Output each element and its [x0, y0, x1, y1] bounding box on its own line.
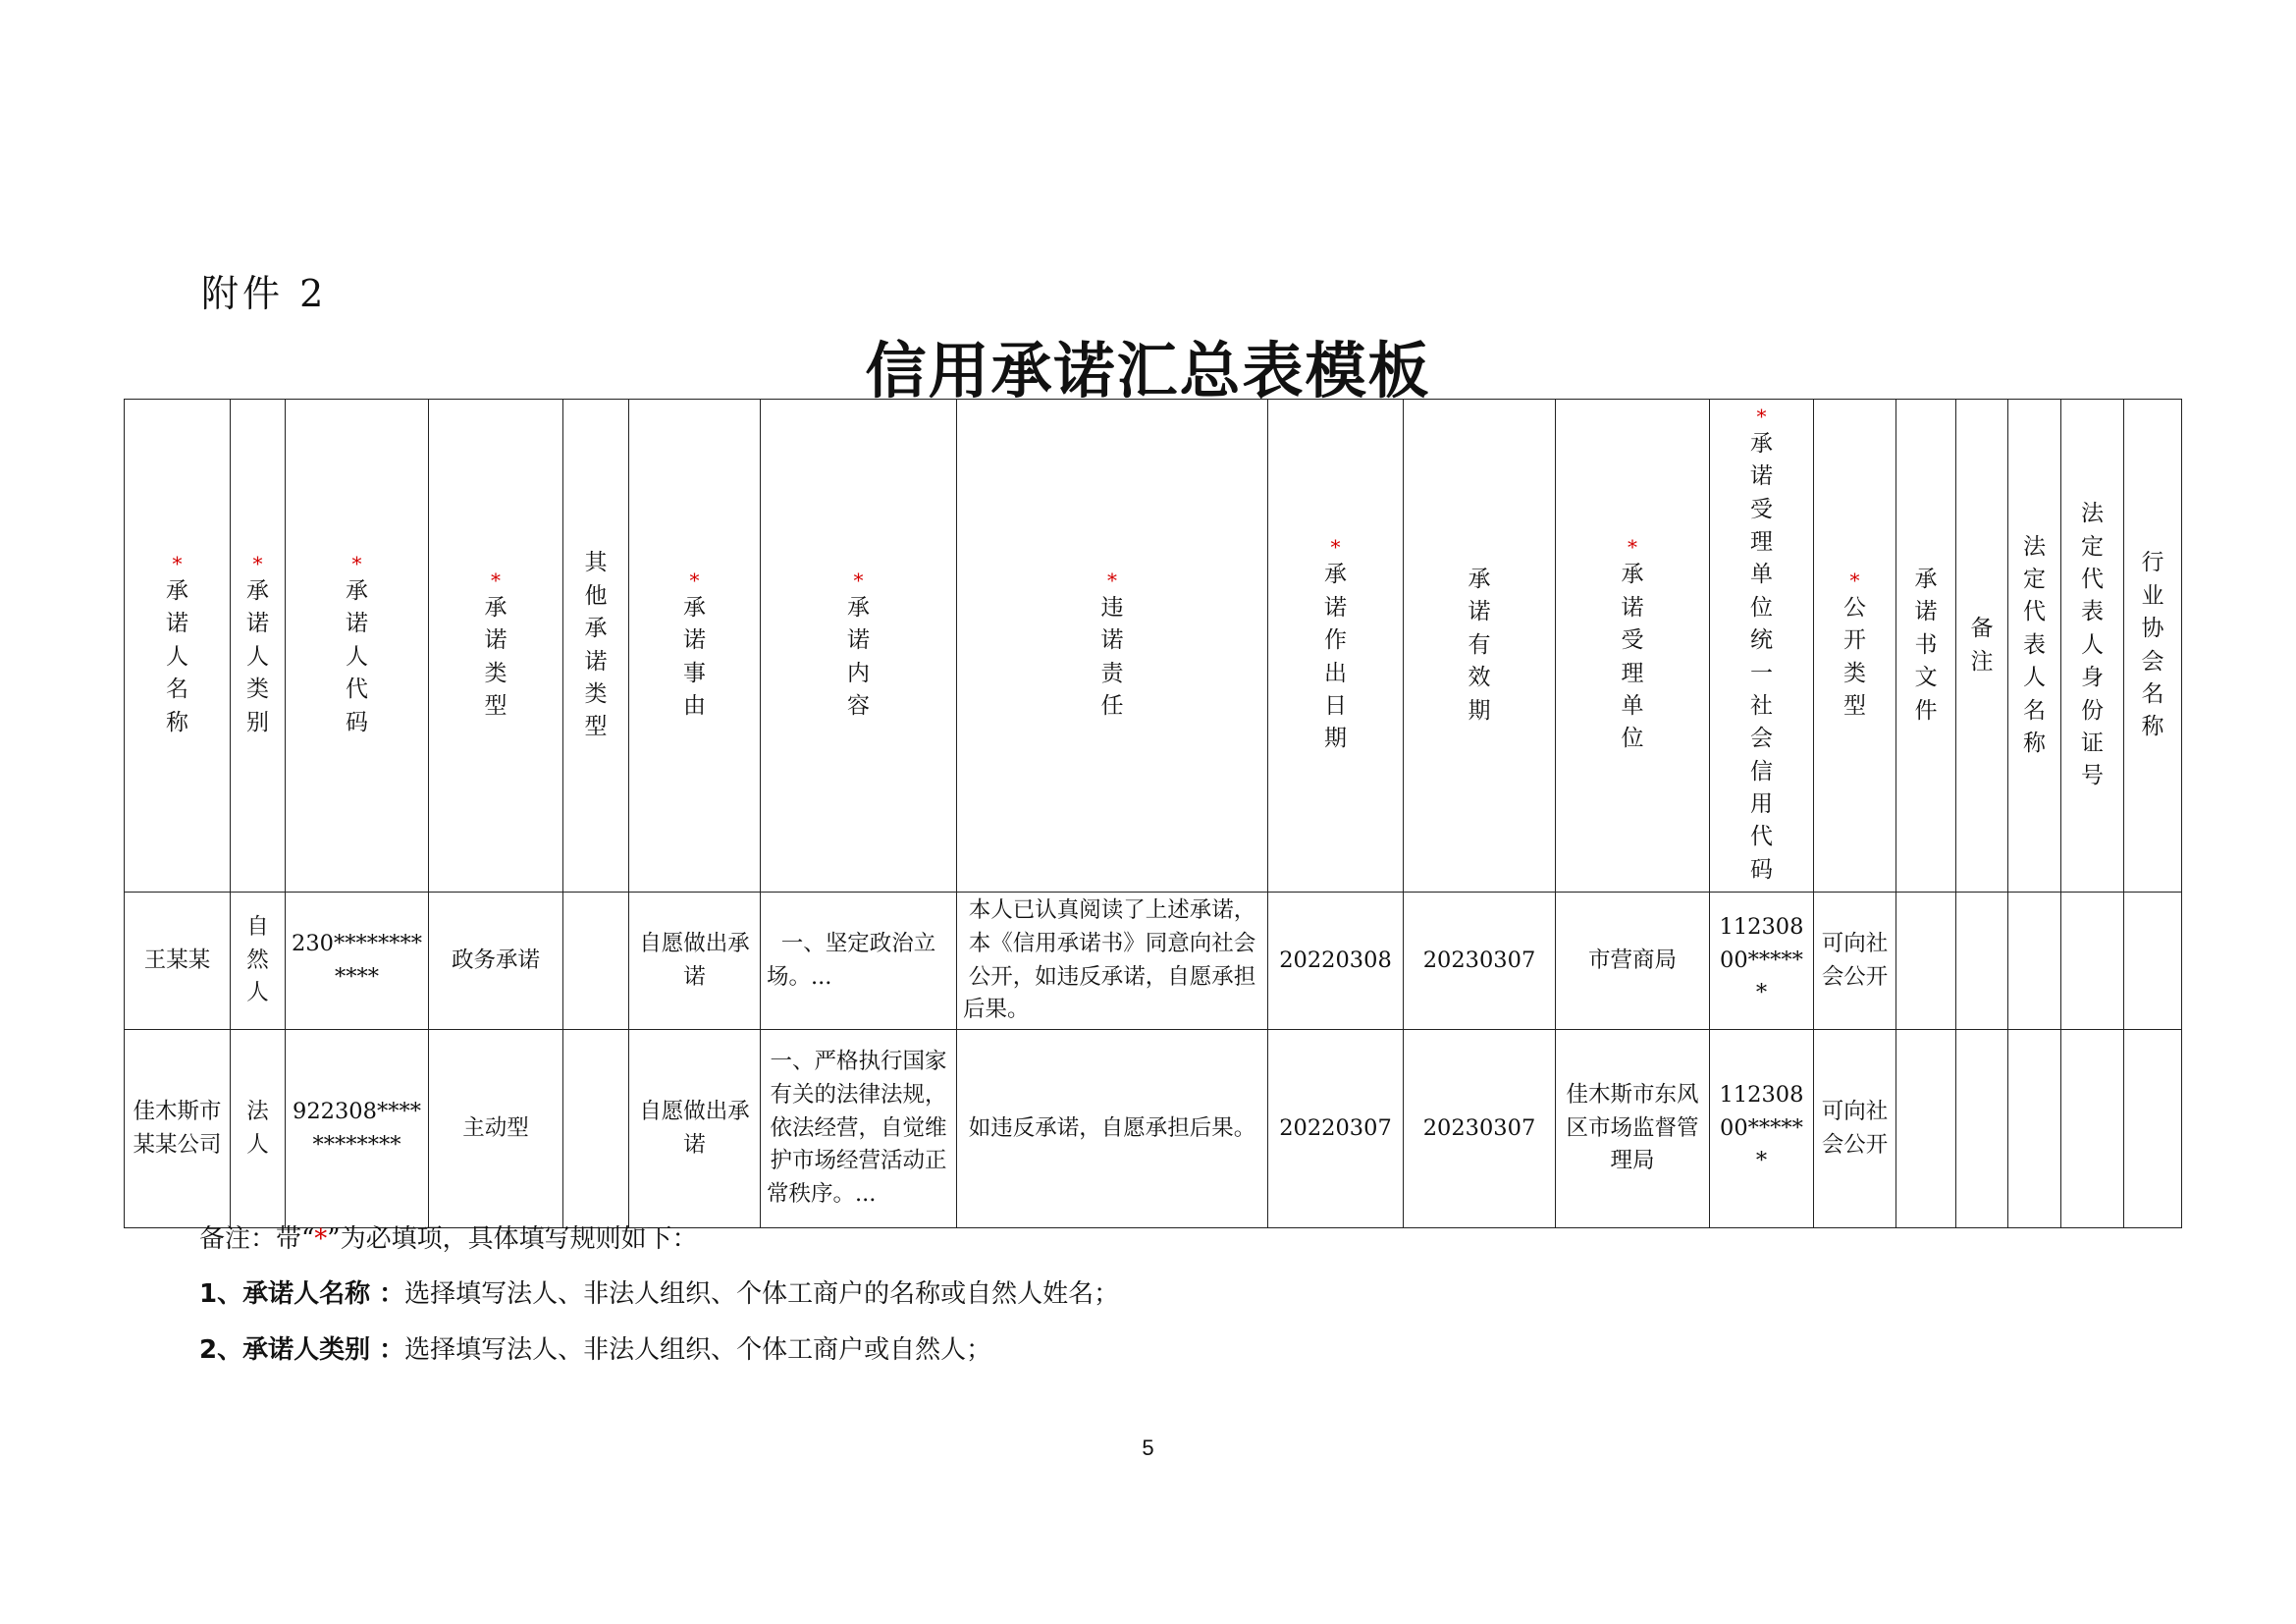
cell-date: 20220308 — [1268, 893, 1404, 1030]
cell-unit-code: 11230800****** — [1710, 893, 1814, 1030]
column-header-label: 承诺人名称 — [165, 578, 188, 735]
column-header-label: 违诺责任 — [1100, 594, 1124, 719]
notes-rule-desc: 选择填写法人、非法人组织、个体工商户的名称或自然人姓名； — [404, 1279, 1120, 1310]
table-header-row — [125, 400, 2182, 893]
required-mark: * — [252, 552, 263, 576]
notes-intro-before: 备注：带“ — [199, 1224, 315, 1254]
column-header-label: 承诺书文件 — [1914, 567, 1938, 724]
column-header-label: 承诺类型 — [484, 594, 507, 719]
cell-type: 政务承诺 — [429, 893, 563, 1030]
column-header — [231, 400, 286, 893]
column-header — [761, 400, 957, 893]
column-header-label: 承诺人代码 — [345, 578, 368, 735]
cell-category — [231, 1030, 286, 1228]
notes-rule-term: 2、承诺人类别 ： — [199, 1334, 405, 1365]
cell-legal-rep — [2008, 1030, 2061, 1228]
column-header — [957, 400, 1268, 893]
cell-unit-code: 11230800****** — [1710, 1030, 1814, 1228]
required-mark: * — [351, 552, 362, 576]
column-header-label: 承诺有效期 — [1468, 567, 1491, 724]
column-header-label: 承诺事由 — [682, 594, 706, 719]
cell-liability: 本人已认真阅读了上述承诺，本《信用承诺书》同意向社会公开，如违反承诺，自愿承担后果。 — [957, 893, 1268, 1030]
required-mark: * — [172, 552, 183, 576]
attachment-label: 附件 2 — [201, 272, 328, 315]
cell-unit: 市营商局 — [1556, 893, 1710, 1030]
required-mark: * — [1628, 535, 1637, 560]
column-header — [563, 400, 629, 893]
cell-code: 922308************ — [286, 1030, 429, 1228]
cell-category-text: 自然人 — [246, 913, 269, 1006]
cell-unit: 佳木斯市东风区市场监督管理局 — [1556, 1030, 1710, 1228]
notes-rule-term: 1、承诺人名称 ： — [199, 1279, 405, 1310]
cell-category — [231, 893, 286, 1030]
cell-other-type — [563, 1030, 629, 1228]
notes-intro-after: ”为必填项，具体填写规则如下： — [327, 1224, 698, 1254]
required-mark: * — [1756, 405, 1767, 429]
column-header-label: 公开类型 — [1842, 594, 1866, 719]
required-mark: * — [1330, 535, 1341, 560]
cell-category-text: 法人 — [246, 1098, 269, 1158]
column-header — [1404, 400, 1556, 893]
column-header — [2124, 400, 2182, 893]
column-header-label: 其他承诺类型 — [584, 550, 608, 740]
column-header-label: 法定代表人名称 — [2022, 533, 2046, 756]
notes-rule — [199, 1276, 1119, 1312]
cell-name: 王某某 — [125, 893, 231, 1030]
cell-remark — [1956, 1030, 2008, 1228]
required-mark: * — [1107, 568, 1117, 592]
cell-legal-rep — [2008, 893, 2061, 1030]
column-header — [1710, 400, 1814, 893]
cell-file — [1896, 1030, 1956, 1228]
column-header — [2061, 400, 2124, 893]
cell-validity: 20230307 — [1404, 1030, 1556, 1228]
cell-content: 一、坚定政治立场。... — [761, 893, 957, 1030]
cell-file — [1896, 893, 1956, 1030]
cell-name: 佳木斯市某某公司 — [125, 1030, 231, 1228]
cell-legal-rep-id — [2061, 893, 2124, 1030]
notes-intro-mark: * — [314, 1224, 328, 1254]
cell-association — [2124, 893, 2182, 1030]
column-header-label: 承诺受理单位 — [1621, 562, 1644, 752]
required-mark: * — [689, 568, 700, 592]
column-header — [2008, 400, 2061, 893]
cell-public-type: 可向社会公开 — [1814, 893, 1896, 1030]
column-header-label: 承诺作出日期 — [1323, 562, 1347, 752]
notes-section — [199, 1221, 1119, 1387]
cell-association — [2124, 1030, 2182, 1228]
column-header — [125, 400, 231, 893]
column-header-label: 承诺内容 — [846, 594, 870, 719]
column-header — [1956, 400, 2008, 893]
required-mark: * — [1849, 568, 1860, 592]
table-row — [125, 1030, 2182, 1228]
column-header-label: 备注 — [1970, 616, 1994, 675]
cell-date: 20220307 — [1268, 1030, 1404, 1228]
notes-rule-desc: 选择填写法人、非法人组织、个体工商户或自然人； — [404, 1334, 992, 1365]
column-header — [1268, 400, 1404, 893]
column-header — [1814, 400, 1896, 893]
column-header — [1896, 400, 1956, 893]
column-header-label: 承诺受理单位统一社会信用代码 — [1749, 431, 1773, 883]
table-row — [125, 893, 2182, 1030]
column-header — [286, 400, 429, 893]
notes-rule — [199, 1332, 1119, 1368]
column-header — [1556, 400, 1710, 893]
cell-remark — [1956, 893, 2008, 1030]
credit-commitment-summary-table — [124, 399, 2182, 1228]
page-title: 信用承诺汇总表模板 — [865, 335, 1431, 406]
required-mark: * — [853, 568, 864, 592]
cell-type: 主动型 — [429, 1030, 563, 1228]
column-header — [429, 400, 563, 893]
cell-code: 230************ — [286, 893, 429, 1030]
notes-intro — [199, 1221, 1119, 1257]
page-number: 5 — [1142, 1435, 1154, 1460]
column-header-label: 法定代表人身份证号 — [2080, 501, 2104, 789]
cell-legal-rep-id — [2061, 1030, 2124, 1228]
required-mark: * — [491, 568, 501, 592]
cell-public-type: 可向社会公开 — [1814, 1030, 1896, 1228]
cell-content: 一、严格执行国家有关的法律法规，依法经营，自觉维护市场经营活动正常秩序。... — [761, 1030, 957, 1228]
cell-reason: 自愿做出承诺 — [629, 893, 761, 1030]
cell-reason: 自愿做出承诺 — [629, 1030, 761, 1228]
cell-liability: 如违反承诺，自愿承担后果。 — [957, 1030, 1268, 1228]
cell-other-type — [563, 893, 629, 1030]
column-header — [629, 400, 761, 893]
column-header-label: 行业协会名称 — [2141, 550, 2164, 740]
cell-validity: 20230307 — [1404, 893, 1556, 1030]
column-header-label: 承诺人类别 — [245, 578, 269, 735]
